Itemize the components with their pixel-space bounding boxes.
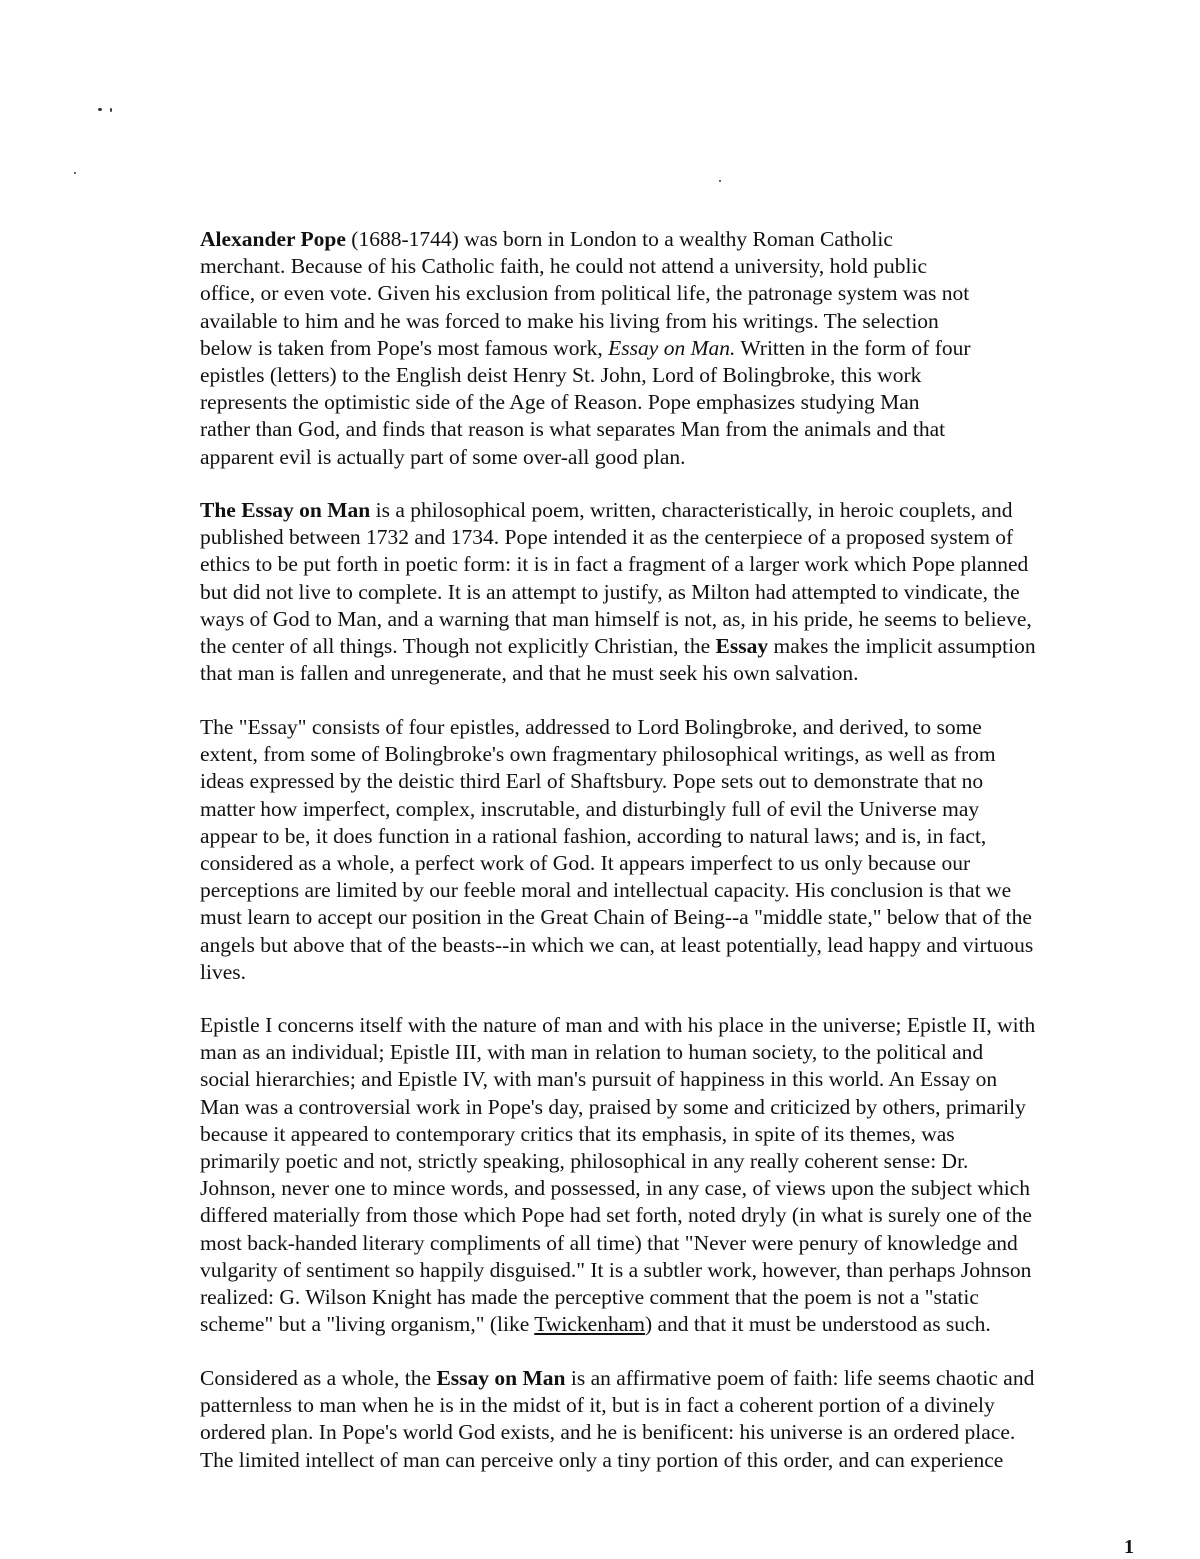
text-line [200, 1039, 1145, 1066]
text-line [200, 524, 1145, 551]
text-run: ways of God to Man, and a warning that man himself is not, as, in his pride, he seems to believe, [200, 606, 1032, 631]
text-run: ethics to be put forth in poetic form: it is in fact a fragment of a larger work which Pope planned [200, 552, 1029, 577]
text-run: scheme" but a "living organism," (like [200, 1312, 535, 1337]
text-line [200, 579, 1145, 606]
bold-text: Alexander Pope [200, 227, 346, 251]
text-line [200, 416, 1145, 443]
text-line [200, 1175, 1145, 1202]
text-run: apparent evil is actually part of some over-all good plan. [200, 444, 686, 469]
text-run: merchant. Because of his Catholic faith, he could not attend a university, hold public [200, 254, 928, 279]
text-run: patternless to man when he is in the midst of it, but is in fact a coherent portion of a divinely [200, 1393, 995, 1418]
text-run: represents the optimistic side of the Age of Reason. Pope emphasizes studying Man [200, 390, 920, 415]
text-line [200, 796, 1145, 823]
scan-speck [74, 172, 76, 174]
text-run: the center of all things. Though not explicitly Christian, the [200, 634, 716, 659]
paragraph-intro [200, 226, 1145, 471]
text-run: Considered as a whole, the [200, 1366, 437, 1390]
text-line [200, 1202, 1145, 1229]
text-line [200, 1447, 1145, 1474]
text-line [200, 1419, 1145, 1446]
text-run: (1688-1744) was born in London to a wealthy Roman Catholic [345, 227, 893, 251]
text-line [200, 850, 1145, 877]
paragraph-essay-overview [200, 497, 1145, 687]
text-line [200, 904, 1145, 931]
text-run: angels but above that of the beasts--in which we can, at least potentially, lead happy and virtuous [200, 932, 1034, 957]
text-run: primarily poetic and not, strictly speaking, philosophical in any really coherent sense: Dr. [200, 1149, 969, 1174]
underlined-text: Twickenham [534, 1312, 645, 1337]
text-line [200, 768, 1145, 795]
text-run: is an affirmative poem of faith: life seems chaotic and [565, 1366, 1035, 1390]
italic-text: Essay on Man. [608, 335, 736, 360]
text-run: The limited intellect of man can perceive only a tiny portion of this order, and can experience [200, 1447, 1004, 1472]
text-run: makes the implicit assumption [768, 634, 1036, 659]
text-line [200, 1094, 1145, 1121]
text-run: most back-handed literary compliments of all time) that "Never were penury of knowledge and [200, 1230, 1018, 1255]
text-run: because it appeared to contemporary critics that its emphasis, in spite of its themes, was [200, 1121, 955, 1146]
text-run: Written in the form of four [735, 335, 971, 360]
text-run: man as an individual; Epistle III, with man in relation to human society, to the political and [200, 1040, 984, 1065]
scan-speck [98, 108, 102, 111]
text-line [200, 389, 1145, 416]
text-run: available to him and he was forced to make his living from his writings. The selection [200, 308, 939, 333]
text-line [200, 714, 1145, 741]
text-run: Johnson, never one to mince words, and possessed, in any case, of views upon the subject which [200, 1176, 1030, 1201]
text-run: considered as a whole, a perfect work of God. It appears imperfect to us only because our [200, 851, 971, 876]
text-line [200, 335, 1145, 362]
text-line [200, 606, 1145, 633]
text-run: matter how imperfect, complex, inscrutable, and disturbingly full of evil the Universe may [200, 796, 980, 821]
bold-text: Essay [715, 634, 769, 659]
scan-speck [110, 108, 112, 112]
text-line [200, 1230, 1145, 1257]
text-line [200, 226, 1145, 253]
text-run: social hierarchies; and Epistle IV, with man's pursuit of happiness in this world. An Essay on [200, 1067, 998, 1092]
text-line [200, 1012, 1145, 1039]
text-run: lives. [200, 959, 246, 984]
text-line [200, 633, 1145, 660]
text-run: ) and that it must be understood as such. [644, 1312, 991, 1337]
text-run: but did not live to complete. It is an attempt to justify, as Milton had attempted to vindicate, the [200, 579, 1020, 604]
bold-text: Essay on Man [436, 1366, 566, 1390]
text-line [200, 741, 1145, 768]
text-run: rather than God, and finds that reason is what separates Man from the animals and that [200, 417, 946, 442]
bold-text: The Essay on Man [200, 498, 371, 522]
text-run: vulgarity of sentiment so happily disguised." It is a subtler work, however, than perhaps Johnson [200, 1257, 1032, 1282]
text-line [200, 280, 1145, 307]
text-line [200, 1066, 1145, 1093]
text-line [200, 253, 1145, 280]
paragraph-four-epistles [200, 714, 1145, 986]
text-run: published between 1732 and 1734. Pope intended it as the centerpiece of a proposed system of [200, 525, 1014, 550]
text-line [200, 660, 1145, 687]
text-line [200, 823, 1145, 850]
text-line [200, 1148, 1145, 1175]
text-run: epistles (letters) to the English deist Henry St. John, Lord of Bolingbroke, this work [200, 363, 922, 388]
paragraph-affirmative-poem [200, 1365, 1145, 1474]
text-run: below is taken from Pope's most famous work, [200, 335, 609, 360]
text-line [200, 1365, 1145, 1392]
text-run: perceptions are limited by our feeble moral and intellectual capacity. His conclusion is that we [200, 878, 1012, 903]
text-run: realized: G. Wilson Knight has made the perceptive comment that the poem is not a "static [200, 1285, 979, 1310]
text-line [200, 308, 1145, 335]
text-run: Man was a controversial work in Pope's day, praised by some and criticized by others, primarily [200, 1094, 1026, 1119]
text-run: office, or even vote. Given his exclusion from political life, the patronage system was not [200, 281, 970, 306]
text-line [200, 497, 1145, 524]
text-line [200, 1311, 1145, 1338]
text-line [200, 877, 1145, 904]
text-line [200, 551, 1145, 578]
text-run: must learn to accept our position in the Great Chain of Being--a "middle state," below that of the [200, 905, 1032, 930]
text-line [200, 1121, 1145, 1148]
page-number: 1 [1124, 1536, 1134, 1558]
scan-speck [719, 180, 721, 182]
text-run: extent, from some of Bolingbroke's own fragmentary philosophical writings, as well as from [200, 742, 996, 767]
text-line [200, 1392, 1145, 1419]
text-line [200, 932, 1145, 959]
text-line [200, 959, 1145, 986]
paragraph-epistle-themes [200, 1012, 1145, 1338]
text-run: is a philosophical poem, written, characteristically, in heroic couplets, and [370, 498, 1013, 522]
text-run: The "Essay" consists of four epistles, addressed to Lord Bolingbroke, and derived, to some [200, 715, 982, 739]
text-line [200, 362, 1145, 389]
text-line [200, 1257, 1145, 1284]
text-run: that man is fallen and unregenerate, and that he must seek his own salvation. [200, 661, 859, 686]
text-run: differed materially from those which Pope had set forth, noted dryly (in what is surely one of the [200, 1203, 1032, 1228]
text-line [200, 1284, 1145, 1311]
text-run: Epistle I concerns itself with the nature of man and with his place in the universe; Epistle II, with [200, 1013, 1036, 1037]
text-line [200, 444, 1145, 471]
text-run: appear to be, it does function in a rational fashion, according to natural laws; and is, in fact, [200, 823, 987, 848]
text-run: ordered plan. In Pope's world God exists, and he is benificent: his universe is an ordered place. [200, 1420, 1016, 1445]
text-run: ideas expressed by the deistic third Earl of Shaftsbury. Pope sets out to demonstrate that no [200, 769, 984, 794]
